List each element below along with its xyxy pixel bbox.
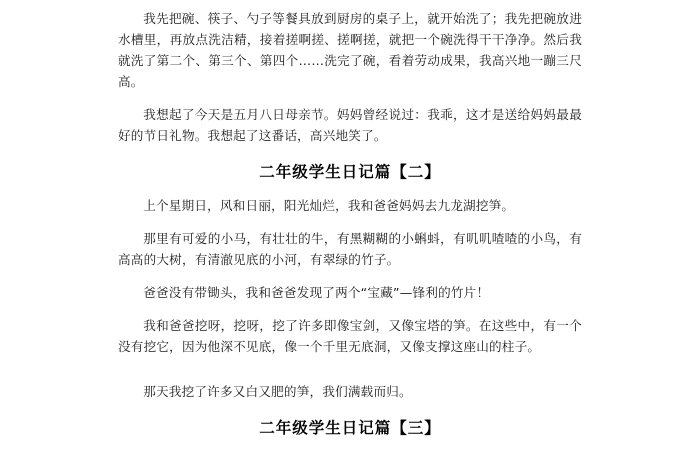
heading-diary-two: 二年级学生日记篇【二】 [259,162,441,181]
paragraph-sunday-trip: 上个星期日，风和日丽，阳光灿烂，我和爸爸妈妈去九龙湖挖笋。 [143,198,515,213]
paragraph-spacer [118,365,582,381]
heading-diary-three: 二年级学生日记篇【三】 [259,418,441,437]
paragraph-mothers-day: 我想起了今天是五月八日母亲节。妈妈曾经说过：我乖，这才是送给妈妈最最好的节日礼物。我想起了这番话，高兴地笑了。 [118,107,582,143]
paragraph-harvest: 那天我挖了许多又白又肥的笋，我们满载而归。 [143,384,412,399]
paragraph-scenery: 那里有可爱的小马，有壮壮的牛，有黑糊糊的小蝌蚪，有叽叽喳喳的小鸟，有高高的大树，有清澈见底的小河，有翠绿的竹子。 [118,231,582,267]
paragraph-found-treasure: 爸爸没有带锄头，我和爸爸发现了两个“宝藏”—锋利的竹片！ [143,285,490,300]
paragraph-digging: 我和爸爸挖呀，挖呀，挖了许多即像宝剑，又像宝塔的笋。在这些中，有一个没有挖它，因为他深不见底，像一个千里无底洞，又像支撑这座山的柱子。 [118,318,582,354]
paragraph-washing-dishes: 我先把碗、筷子、勺子等餐具放到厨房的桌子上，就开始洗了；我先把碗放进水槽里，再放点洗洁精，接着搓啊搓、搓啊搓，就把一个碗洗得干干净净。然后我就洗了第二个、第三个、第四个……洗完了碗，看着劳动成果，我高兴地一蹦三尺高。 [118,11,582,89]
